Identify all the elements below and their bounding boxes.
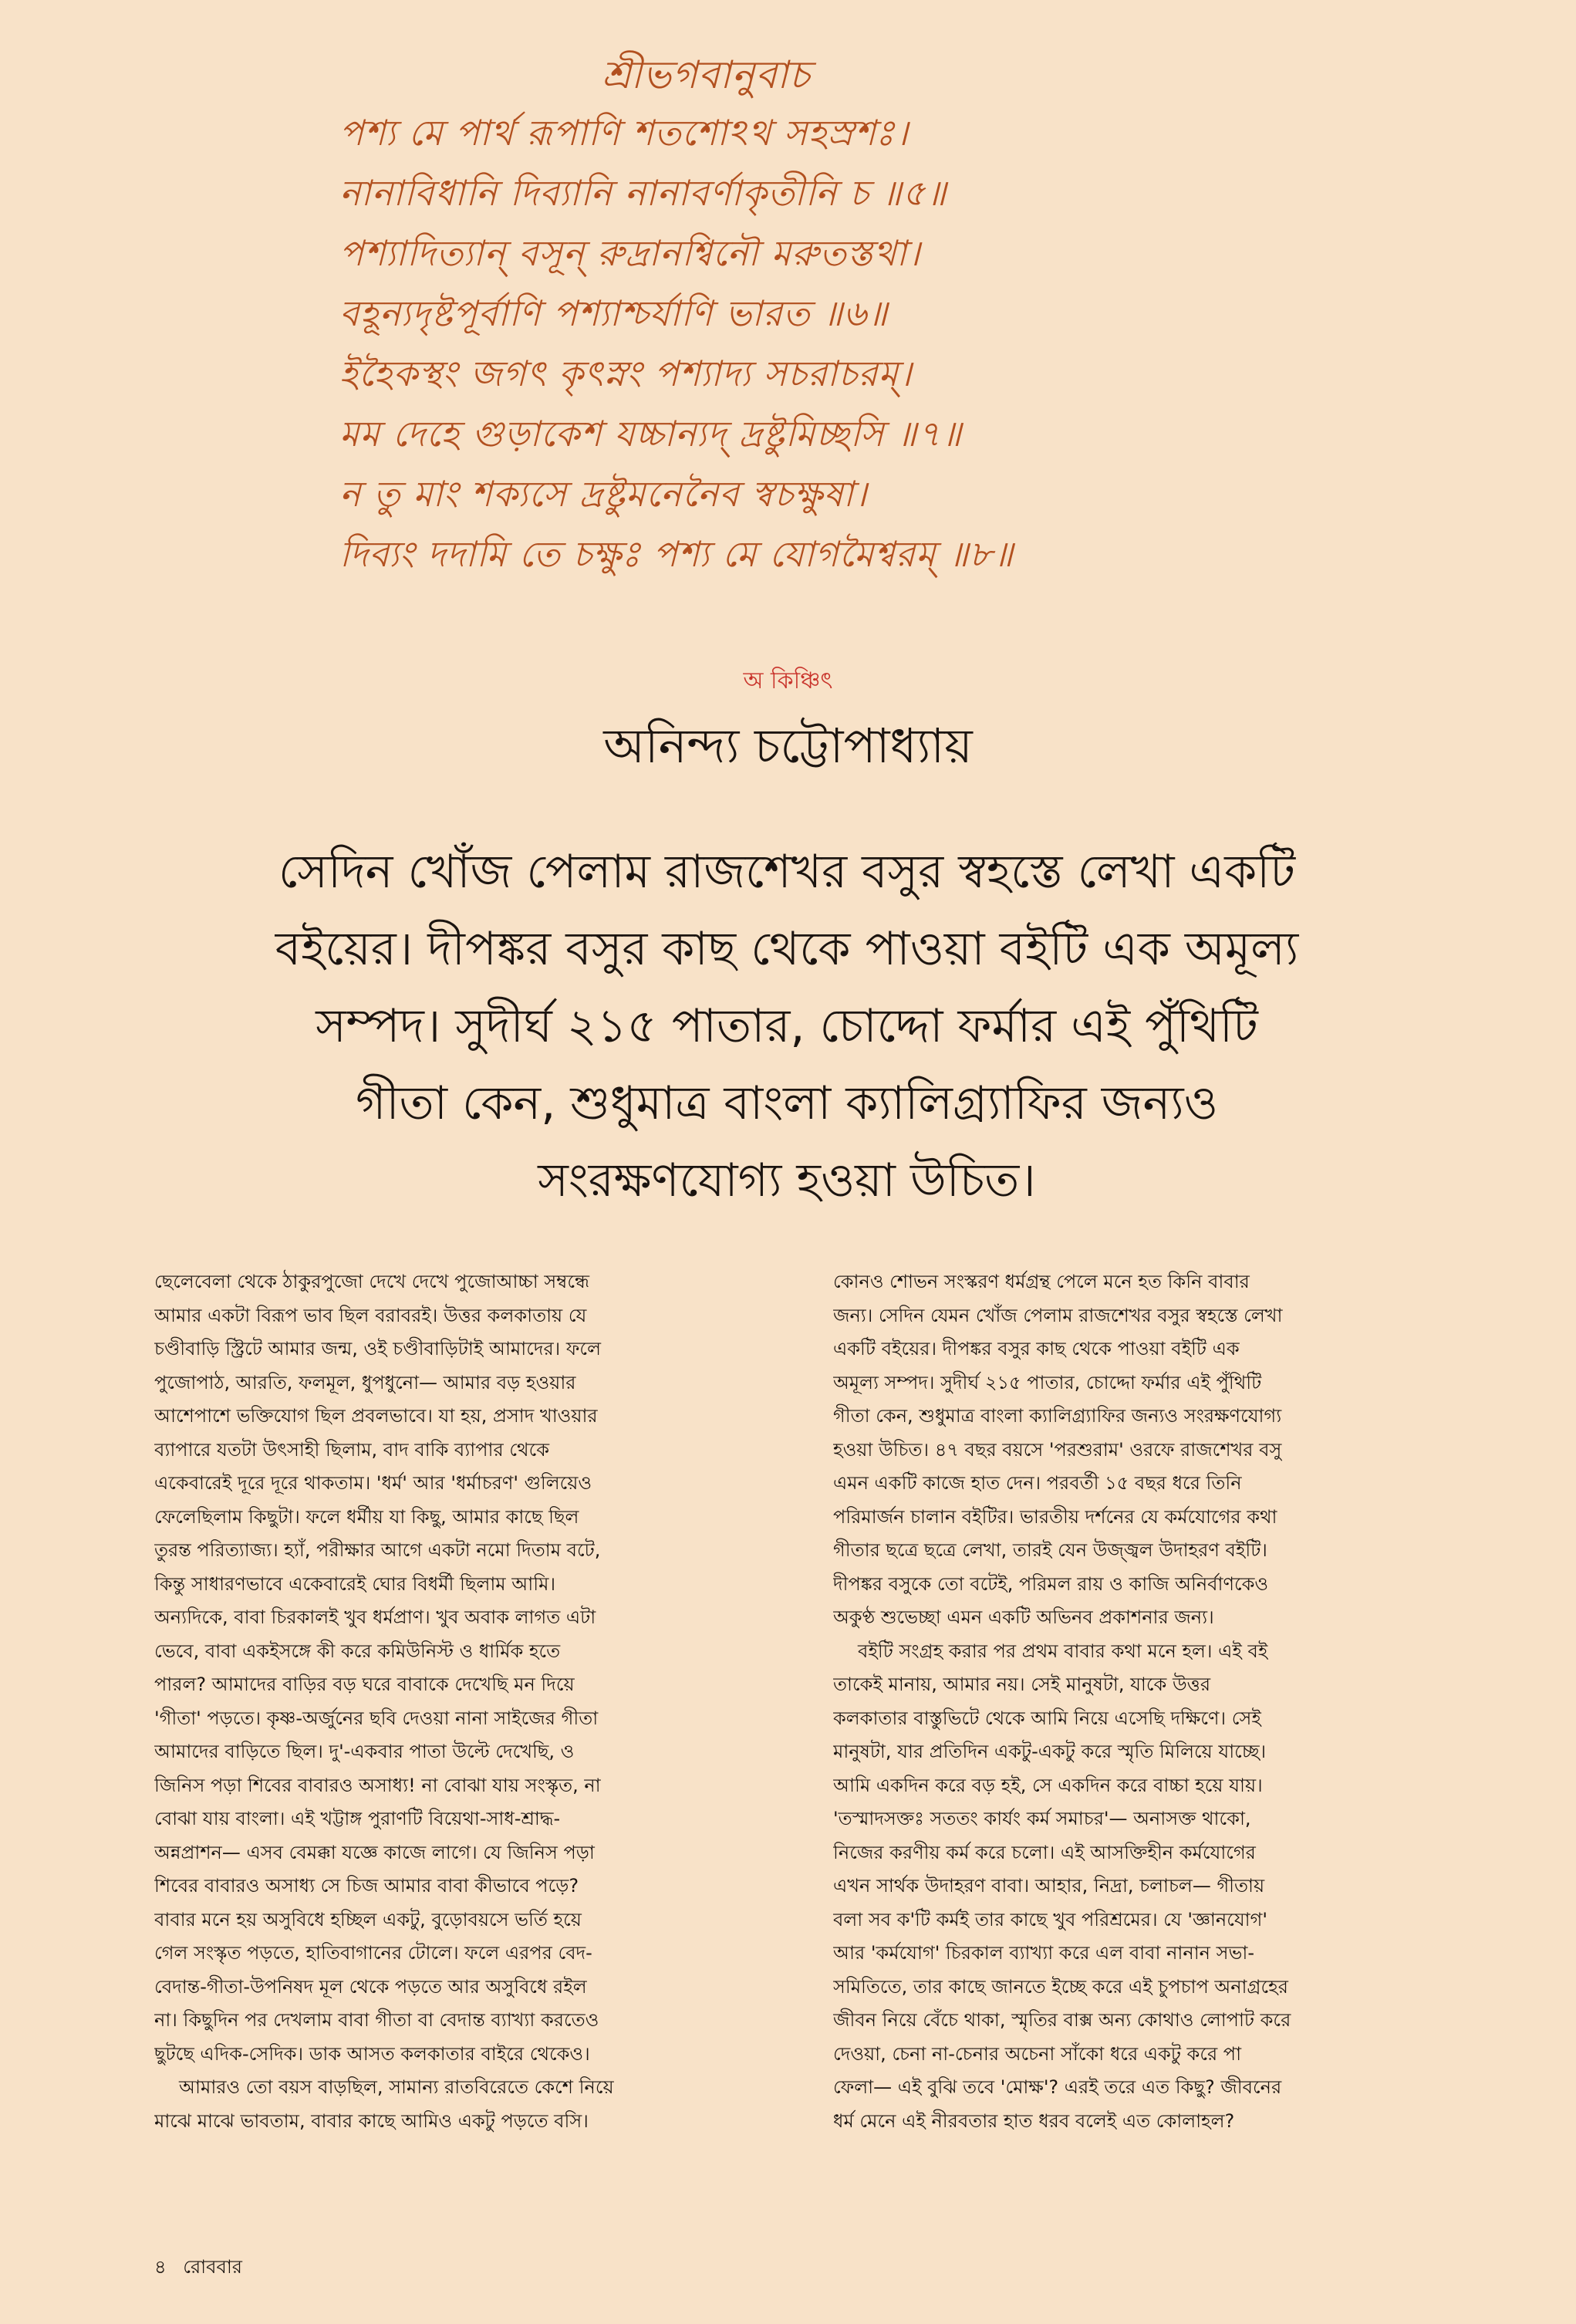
standfirst-line: সংরক্ষণযোগ্য হওয়া উচিত। [538,1154,1036,1208]
body-line: পারল? আমাদের বাড়ির বড় ঘরে বাবাকে দেখেছি মন দিয়ে [154,1674,575,1695]
body-line: আমাদের বাড়িতে ছিল। দু'-একবার পাতা উল্টে দেখেছি, ও [154,1741,575,1762]
body-line: কলকাতার বাস্তুভিটে থেকে আমি নিয়ে এসেছি দক্ষিণে। সেই [833,1707,1261,1729]
body-line: আশেপাশে ভক্তিযোগ ছিল প্রবলভাবে। যা হয়, প্রসাদ খাওয়ার [154,1405,598,1427]
body-line: আমারও তো বয়স বাড়ছিল, সামান্য রাতবিরেতে কেশে নিয়ে [179,2076,614,2098]
body-line: 'গীতা' পড়তে। কৃষ্ণ-অর্জুনের ছবি দেওয়া নানা সাইজের গীতা [154,1707,599,1729]
body-line: জন্য। সেদিন যেমন খোঁজ পেলাম রাজশেখর বসুর স্বহস্তে লেখা [833,1304,1283,1326]
body-line: না। কিছুদিন পর দেখলাম বাবা গীতা বা বেদান্ত ব্যাখ্যা করতেও [154,2009,599,2031]
body-line: মানুষটা, যার প্রতিদিন একটু-একটু করে স্মৃতি মিলিয়ে যাচ্ছে। [833,1741,1267,1762]
body-line: অমূল্য সম্পদ। সুদীর্ঘ ২১৫ পাতার, চোদ্দো ফর্মার এই পুঁথিটি [833,1371,1262,1393]
body-line: ফেলেছিলাম কিছুটা। ফলে ধর্মীয় যা কিছু, আমার কাছে ছিল [154,1505,579,1528]
body-line: কোনও শোভন সংস্করণ ধর্মগ্রন্থ পেলে মনে হত কিনি বাবার [833,1271,1250,1292]
body-line: এমন একটি কাজে হাত দেন। পরবর্তী ১৫ বছর ধরে তিনি [833,1472,1242,1494]
body-column-left [154,1265,756,2138]
section-kicker: অ কিঞ্চিৎ [743,667,833,694]
body-line: কিন্তু সাধারণভাবে একেবারেই ঘোর বিধর্মী ছিলাম আমি। [154,1572,556,1595]
body-line: হওয়া উচিত। ৪৭ বছর বয়সে 'পরশুরাম' ওরফে রাজশেখর বসু [833,1438,1282,1461]
calligraphy-line: ইহৈকস্থং জগৎ কৃৎস্নং পশ্যাদ্য সচরাচরম্। [339,353,913,394]
body-line: আমার একটা বিরূপ ভাব ছিল বরাবরই। উত্তর কলকাতায় যে [154,1304,587,1326]
body-line: তাকেই মানায়, আমার নয়। সেই মানুষটা, যাকে উত্তর [833,1674,1211,1695]
body-line: গেল সংস্কৃত পড়তে, হাতিবাগানের টোলে। ফলে এরপর বেদ- [154,1942,592,1964]
author-name: অনিন্দ্য চট্টোপাধ্যায় [603,718,973,774]
calligraphy-line: নানাবিধানি দিব্যানি নানাবর্ণাকৃতীনি চ ॥৫॥ [339,172,947,214]
calligraphy-image [339,46,1296,602]
body-line: সমিতিতে, তার কাছে জানতে ইচ্ছে করে এই চুপচাপ অনাগ্রহের [833,1975,1288,1998]
calligraphy-line: বহূন্যদৃষ্টপূর্বাণি পশ্যাশ্চর্যাণি ভারত ॥৬॥ [339,292,889,334]
body-line: ভেবে, বাবা একইসঙ্গে কী করে কমিউনিস্ট ও ধার্মিক হতে [154,1640,561,1662]
body-line: গীতার ছত্রে ছত্রে লেখা, তারই যেন উজ্জ্বল উদাহরণ বইটি। [833,1539,1267,1561]
page-number: ৪ [154,2256,167,2278]
body-line: অন্নপ্রাশন— এসব বেমক্কা যজ্ঞে কাজে লাগে। যে জিনিস পড়া [154,1841,595,1863]
body-line: বোঝা যায় বাংলা। এই খট্টাঙ্গ পুরাণটি বিয়েথা-সাধ-শ্রাদ্ধ- [154,1808,561,1829]
page-footer [154,2253,253,2284]
body-line: অকুণ্ঠ শুভেচ্ছা এমন একটি অভিনব প্রকাশনার জন্য। [833,1606,1214,1628]
body-line: অন্যদিকে, বাবা চিরকালই খুব ধর্মপ্রাণ। খুব অবাক লাগত এটা [154,1606,596,1628]
body-line: একেবারেই দূরে দূরে থাকতাম। 'ধর্ম' আর 'ধর্মাচরণ' গুলিয়েও [154,1472,592,1494]
calligraphy-line: ন তু মাং শক্যসে দ্রষ্টুমনেনৈব স্বচক্ষুষা। [339,473,868,515]
calligraphy-line: মম দেহে গুড়াকেশ যচ্চান্যদ্ দ্রষ্টুমিচ্ছসি ॥৭॥ [339,413,963,454]
section-name: রোববার [183,2256,242,2278]
standfirst-line: সেদিন খোঁজ পেলাম রাজশেখর বসুর স্বহস্তে লেখা একটি [278,845,1296,899]
body-line: জীবন নিয়ে বেঁচে থাকা, স্মৃতির বাক্স অন্য কোথাও লোপাট করে [833,2009,1291,2031]
body-line: বইটি সংগ্রহ করার পর প্রথম বাবার কথা মনে হল। এই বই [858,1640,1268,1662]
body-line: পরিমার্জন চালান বইটির। ভারতীয় দর্শনের যে কর্মযোগের কথা [833,1505,1277,1528]
body-line: পুজোপাঠ, আরতি, ফলমূল, ধুপধুনো— আমার বড় হওয়ার [154,1371,576,1393]
body-line: তুরন্ত পরিত্যাজ্য। হ্যাঁ, পরীক্ষার আগে একটা নমো দিতাম বটে, [154,1539,601,1561]
body-line: জিনিস পড়া শিবের বাবারও অসাধ্য! না বোঝা যায় সংস্কৃত, না [154,1774,601,1796]
standfirst-line: সম্পদ। সুদীর্ঘ ২১৫ পাতার, চোদ্দো ফর্মার এই পুঁথিটি [316,999,1258,1053]
calligraphy-line: শ্রীভগবানুবাচ [602,52,811,97]
body-line: আর 'কর্মযোগ' চিরকাল ব্যাখ্যা করে এল বাবা নানান সভা- [833,1942,1254,1964]
calligraphy-line: পশ্যাদিত্যান্ বসূন্ রুদ্রানশ্বিনৌ মরুতস্তথা। [339,232,921,274]
body-line: মাঝে মাঝে ভাবতাম, বাবার কাছে আমিও একটু পড়তে বসি। [154,2110,589,2132]
body-line: ব্যাপারে যতটা উৎসাহী ছিলাম, বাদ বাকি ব্যাপার থেকে [154,1438,550,1461]
body-line: দেওয়া, চেনা না-চেনার অচেনা সাঁকো ধরে একটু করে পা [833,2042,1242,2065]
body-line: বেদান্ত-গীতা-উপনিষদ মূল থেকে পড়তে আর অসুবিধে রইল [154,1975,587,1998]
body-line: ছেলেবেলা থেকে ঠাকুরপুজো দেখে দেখে পুজোআচ্চা সম্বন্ধে [154,1271,590,1292]
body-line: ছুটছে এদিক-সেদিক। ডাক আসত কলকাতার বাইরে থেকেও। [154,2042,590,2065]
body-line: বাবার মনে হয় অসুবিধে হচ্ছিল একটু, বুড়োবয়সে ভর্তি হয়ে [154,1908,582,1930]
body-line: বলা সব ক'টি কর্মই তার কাছে খুব পরিশ্রমের। যে 'জ্ঞানযোগ' [833,1908,1267,1930]
body-column-right [833,1265,1435,2138]
body-line: চণ্ডীবাড়ি স্ট্রিটে আমার জন্ম, ওই চণ্ডীবাড়িটাই আমাদের। ফলে [154,1338,601,1360]
body-line: এখন সার্থক উদাহরণ বাবা। আহার, নিদ্রা, চলাচল— গীতায় [833,1875,1265,1897]
body-line: ফেলা— এই বুঝি তবে 'মোক্ষ'? এরই তরে এত কিছু? জীবনের [833,2076,1282,2098]
body-line: গীতা কেন, শুধুমাত্র বাংলা ক্যালিগ্র্যাফির জন্যও সংরক্ষণযোগ্য [833,1405,1282,1427]
body-line: নিজের করণীয় কর্ম করে চলো। এই আসক্তিহীন কর্মযোগের [833,1841,1256,1863]
body-line: শিবের বাবারও অসাধ্য সে চিজ আমার বাবা কীভাবে পড়ে? [154,1875,579,1897]
body-line: 'তস্মাদসক্তঃ সততং কার্যং কর্ম সমাচর'— অনাসক্ত থাকো, [833,1808,1251,1829]
standfirst-line: গীতা কেন, শুধুমাত্র বাংলা ক্যালিগ্র্যাফির জন্যও [356,1076,1218,1130]
calligraphy-line: দিব্যং দদামি তে চক্ষুঃ পশ্য মে যোগমৈশ্বরম্ ॥৮॥ [339,533,1014,575]
calligraphy-line: পশ্য মে পার্থ রূপাণি শতশোঽথ সহস্রশঃ। [339,112,909,154]
body-line: একটি বইয়ের। দীপঙ্কর বসুর কাছ থেকে পাওয়া বইটি এক [833,1338,1240,1360]
standfirst [139,833,1435,1219]
body-line: আমি একদিন করে বড় হই, সে একদিন করে বাচ্চা হয়ে যায়। [833,1774,1263,1796]
standfirst-line: বইয়ের। দীপঙ্কর বসুর কাছ থেকে পাওয়া বইটি এক অমূল্য [275,922,1299,976]
body-line: দীপঙ্কর বসুকে তো বটেই, পরিমল রায় ও কাজি অনির্বাণকেও [833,1572,1269,1595]
body-line: ধর্ম মেনে এই নীরবতার হাত ধরব বলেই এত কোলাহল? [833,2110,1235,2132]
